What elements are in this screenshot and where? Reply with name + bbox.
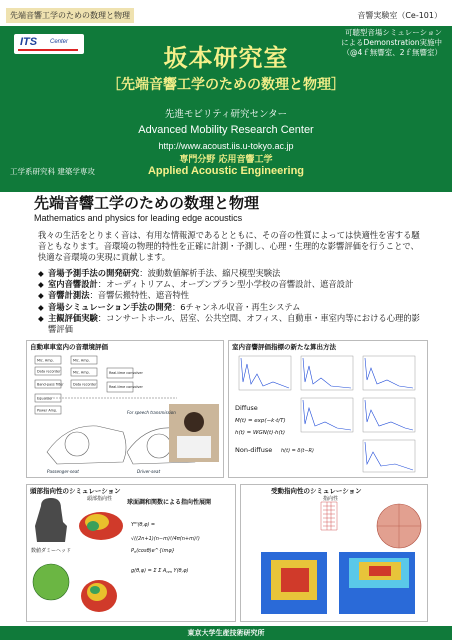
harmonics-title: 球面調和関数による指向性展開	[127, 499, 212, 506]
dummy-head	[35, 498, 67, 542]
item-head: 主観評価実験	[48, 312, 98, 323]
index-panel-title: 室内音響評価指標の新たな算出方法	[232, 343, 336, 351]
diffuse-label: Diffuse	[235, 404, 258, 412]
header	[0, 26, 452, 192]
logo-sub: Center	[50, 39, 69, 45]
item-head: 音場シミュレーション手法の開発	[48, 301, 172, 312]
svg-text:Ym(θ,φ) =: $Y^m(\theta,\varphi)$ =	[131, 521, 156, 528]
mesh-box	[321, 502, 337, 530]
mesh-sphere	[33, 564, 69, 600]
field-en: Applied Acoustic Engineering	[147, 165, 305, 177]
center-info	[0, 106, 452, 151]
plot-frame	[301, 398, 353, 432]
svg-text:M(t) = exp(−k·t/T): M(t) = exp(−k·t/T)	[235, 418, 286, 424]
list-item	[38, 268, 428, 279]
lab-title: 坂本研究室	[163, 44, 289, 72]
car-outline	[47, 426, 126, 464]
list-item	[38, 279, 428, 290]
svg-text:√((2n+1)(n−m)!/4π(n+m)!): √((2n+1)(n−m)!/4π(n+m)!)	[131, 536, 200, 542]
item-body: ：波動数値解析手法、縮尺模型実験法	[139, 268, 281, 278]
svg-text:h(t) = δ(t−R): h(t) = δ(t−R)	[281, 448, 314, 454]
list-item	[38, 290, 428, 301]
section-title: 先端音響工学のための数理と物理	[34, 194, 260, 212]
sphere-outline	[65, 432, 89, 456]
svg-text:Pn(cosθ)e^{imφ}: $P_n(\cos\theta)e\^{}\{im\varphi\}$	[131, 548, 175, 554]
department: 工学系研究科 建築学専攻	[10, 167, 95, 176]
block-label: Data recorder	[37, 369, 61, 374]
block-label: Power Amp.	[37, 408, 58, 413]
demo-note	[324, 28, 442, 58]
car-diagram	[27, 352, 223, 478]
block-label: Real-time convolver	[109, 385, 143, 389]
block-label: Mic. Amp.	[73, 370, 90, 375]
plot-frame	[301, 356, 353, 390]
footer	[0, 626, 452, 640]
svg-text:h(t) = WGN(t)·h(t): h(t) = WGN(t)·h(t)	[235, 430, 285, 436]
item-body: ：6チャンネル収音・再生システム	[171, 301, 301, 312]
block-label: Mic. Amp.	[73, 358, 90, 363]
theme-tag: 先端音響工学のための数理と物理	[6, 8, 134, 23]
item-head: 音響計測法	[48, 290, 90, 301]
caption: Driver-seat	[137, 469, 161, 474]
sphere-outline	[147, 434, 171, 458]
caption: For speech transmission	[127, 410, 176, 415]
model-label: 数値ダミーヘッド	[31, 548, 72, 554]
plot-frame	[363, 398, 415, 432]
lab-subtitle: ［先端音響工学のための数理と物理］	[107, 77, 345, 93]
item-head: 音場予測手法の開発研究	[48, 268, 140, 278]
block-label: Real-time convolver	[109, 371, 143, 375]
ear2-panel	[240, 484, 428, 622]
room-label: 音響実験室（Ce-101）	[357, 11, 442, 20]
top-bar	[0, 0, 452, 26]
center-name-en: Advanced Mobility Research Center	[138, 124, 314, 136]
ear-sub-label: 頭部指向性	[87, 496, 113, 502]
plot-frame	[363, 356, 415, 390]
ear-panel	[26, 484, 236, 622]
block-label: Data recorder	[73, 382, 97, 387]
car-panel	[26, 340, 224, 478]
logo-main: ITS	[20, 36, 38, 48]
passive-figures	[241, 496, 427, 622]
ear2-sub-label: 指向性	[323, 496, 339, 502]
block-label: Equalizer	[37, 396, 53, 401]
item-body: ：コンサートホール、居室、公共空間、オフィス、自動車・車室内等における心理的影響評価	[48, 312, 420, 335]
block-label: Band-pass filter	[37, 382, 64, 387]
item-head: 室内音響設計	[48, 279, 98, 290]
list-item	[38, 302, 428, 313]
section-title-en: Mathematics and physics for leading edge acoustics	[34, 213, 243, 223]
demo-note-line: （@4ｆ無響室、2ｆ無響室）	[342, 48, 442, 57]
head-figures	[27, 496, 235, 622]
decay-plots	[229, 352, 427, 478]
svg-text:g(θ,φ) = Σ Σ Anm Y(θ,φ): g(θ,φ) = Σ Σ $A_{nm}$ Y(θ,φ)	[131, 568, 189, 574]
item-body: ：オーディトリアム、オープンプラン型小学校の音響設計、遮音設計	[97, 279, 354, 290]
field-jp: 専門分野 応用音響工学	[179, 155, 273, 165]
nondiffuse-label: Non-diffuse	[235, 446, 273, 454]
index-panel	[228, 340, 428, 478]
photo-head	[184, 412, 204, 432]
center-name-jp: 先進モビリティ研究センター	[164, 109, 288, 120]
ear-panel-title: 頭部指向性のシミュレーション	[30, 487, 121, 495]
intro-text: 我々の生活をとりまく音は、有用な情報源であるとともに、その音の性質によっては快適性を害する騒音ともなります。音環境の物理的特性を正確に計測・予測し、心理・生理的な影響評価を行うことで、快適な音環境の実現に貢献します。	[38, 230, 420, 263]
lab-url[interactable]: http://www.acoust.iis.u-tokyo.ac.jp	[158, 141, 294, 151]
caption: Passenger-seat	[47, 469, 79, 474]
ear2-panel-title: 受動指向性のシミュレーション	[271, 487, 362, 495]
demo-note-line: によるDemonstration実施中	[341, 38, 442, 47]
demo-note-line: 可聴型音場シミュレーション	[344, 28, 442, 37]
car-panel-title: 自動車車室内の音環境評価	[30, 343, 108, 351]
item-body: ：音響伝搬特性、遮音特性	[89, 290, 190, 301]
research-list	[38, 268, 428, 335]
footer-institution: 東京大学生産技術研究所	[187, 629, 265, 637]
list-item	[38, 313, 428, 335]
block-label: Mic. Amp.	[37, 358, 54, 363]
